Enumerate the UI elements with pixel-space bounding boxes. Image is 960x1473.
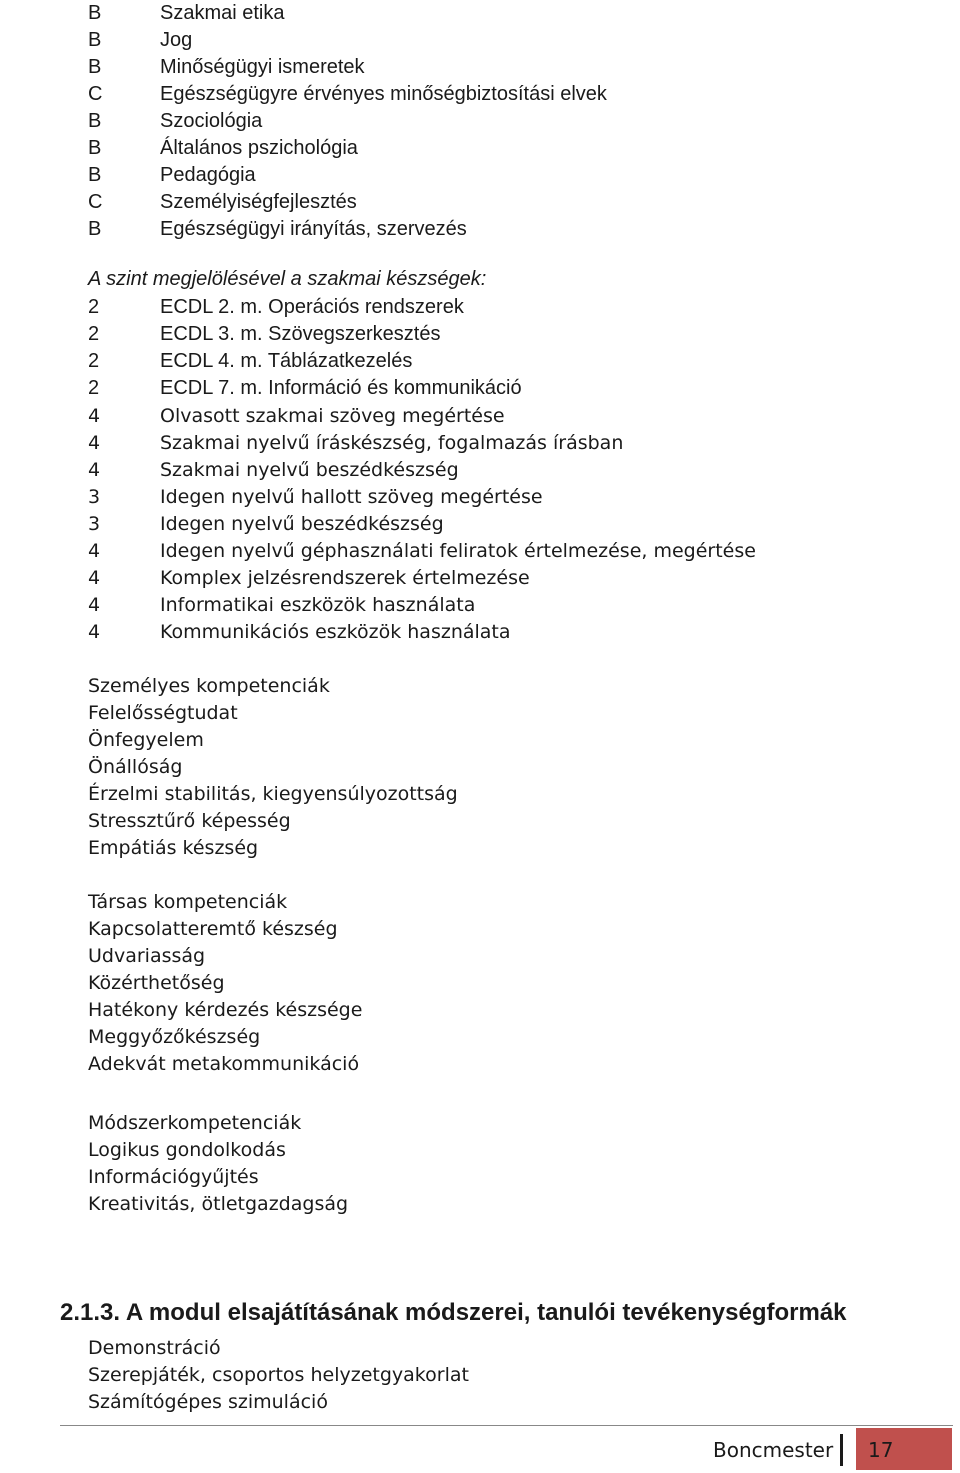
list-item: Önfegyelem xyxy=(88,729,204,751)
item-text: Szociológia xyxy=(160,110,263,132)
list-item: Kreativitás, ötletgazdagság xyxy=(88,1193,349,1215)
level-label: 4 xyxy=(88,621,101,643)
list-item: Adekvát metakommunikáció xyxy=(88,1053,360,1075)
level-label: 2 xyxy=(88,350,100,372)
footer-author: Boncmester xyxy=(713,1438,834,1462)
level-label: 4 xyxy=(88,432,101,454)
item-text: Idegen nyelvű hallott szöveg megértése xyxy=(160,486,543,508)
item-text: Komplex jelzésrendszerek értelmezése xyxy=(160,567,530,589)
item-text: Kommunikációs eszközök használata xyxy=(160,621,511,643)
level-label: B xyxy=(88,29,102,51)
level-label: 3 xyxy=(88,486,101,508)
list-item: Érzelmi stabilitás, kiegyensúlyozottság xyxy=(88,783,458,805)
footer-divider xyxy=(60,1425,953,1426)
item-text: Szakmai nyelvű íráskészség, fogalmazás írásban xyxy=(160,432,624,454)
level-label: 4 xyxy=(88,459,101,481)
item-text: Jog xyxy=(160,29,193,51)
page-number: 17 xyxy=(868,1438,894,1462)
list-item: Udvariasság xyxy=(88,945,206,967)
list-item: Kapcsolatteremtő készség xyxy=(88,918,338,940)
list-item: Közérthetőség xyxy=(88,972,225,994)
item-text: Szakmai etika xyxy=(160,2,285,24)
item-text: Informatikai eszközök használata xyxy=(160,594,476,616)
list-item: Szerepjáték, csoportos helyzetgyakorlat xyxy=(88,1364,469,1386)
level-label: 2 xyxy=(88,323,100,345)
list-item: Felelősségtudat xyxy=(88,702,238,724)
level-label: B xyxy=(88,110,102,132)
list-item: Empátiás készség xyxy=(88,837,259,859)
item-text: ECDL 3. m. Szövegszerkesztés xyxy=(160,323,441,345)
list-item: Logikus gondolkodás xyxy=(88,1139,286,1161)
item-text: Idegen nyelvű beszédkészség xyxy=(160,513,444,535)
list-item: Meggyőzőkészség xyxy=(88,1026,261,1048)
item-text: ECDL 4. m. Táblázatkezelés xyxy=(160,350,413,372)
skills-heading: A szint megjelölésével a szakmai készségek: xyxy=(88,268,487,290)
list-item: Önállóság xyxy=(88,756,183,778)
level-label: B xyxy=(88,218,102,240)
level-label: B xyxy=(88,56,102,78)
level-label: C xyxy=(88,83,103,105)
level-label: C xyxy=(88,191,103,213)
list-item: Stressztűrő képesség xyxy=(88,810,291,832)
item-text: Minőségügyi ismeretek xyxy=(160,56,365,78)
item-text: Idegen nyelvű géphasználati feliratok értelmezése, megértése xyxy=(160,540,756,562)
level-label: 3 xyxy=(88,513,101,535)
level-label: 4 xyxy=(88,405,101,427)
item-text: Személyiségfejlesztés xyxy=(160,191,357,213)
list-item: Információgyűjtés xyxy=(88,1166,259,1188)
level-label: 4 xyxy=(88,540,101,562)
method-heading: Módszerkompetenciák xyxy=(88,1112,302,1134)
level-label: 2 xyxy=(88,296,100,318)
level-label: 4 xyxy=(88,567,101,589)
list-item: Hatékony kérdezés készsége xyxy=(88,999,363,1021)
item-text: Általános pszichológia xyxy=(160,137,358,159)
item-text: Szakmai nyelvű beszédkészség xyxy=(160,459,459,481)
footer-separator xyxy=(840,1434,843,1466)
item-text: ECDL 2. m. Operációs rendszerek xyxy=(160,296,464,318)
personal-heading: Személyes kompetenciák xyxy=(88,675,330,697)
item-text: ECDL 7. m. Információ és kommunikáció xyxy=(160,377,522,399)
list-item: Demonstráció xyxy=(88,1337,221,1359)
level-label: 4 xyxy=(88,594,101,616)
list-item: Számítógépes szimuláció xyxy=(88,1391,328,1413)
level-label: B xyxy=(88,137,102,159)
level-label: B xyxy=(88,164,102,186)
section-heading: 2.1.3. A modul elsajátításának módszerei, tanulói tevékenységformák xyxy=(60,1299,847,1326)
social-heading: Társas kompetenciák xyxy=(88,891,288,913)
level-label: B xyxy=(88,2,102,24)
level-label: 2 xyxy=(88,377,100,399)
item-text: Olvasott szakmai szöveg megértése xyxy=(160,405,505,427)
item-text: Pedagógia xyxy=(160,164,256,186)
item-text: Egészségügyre érvényes minőségbiztosítási elvek xyxy=(160,83,607,105)
item-text: Egészségügyi irányítás, szervezés xyxy=(160,218,467,240)
